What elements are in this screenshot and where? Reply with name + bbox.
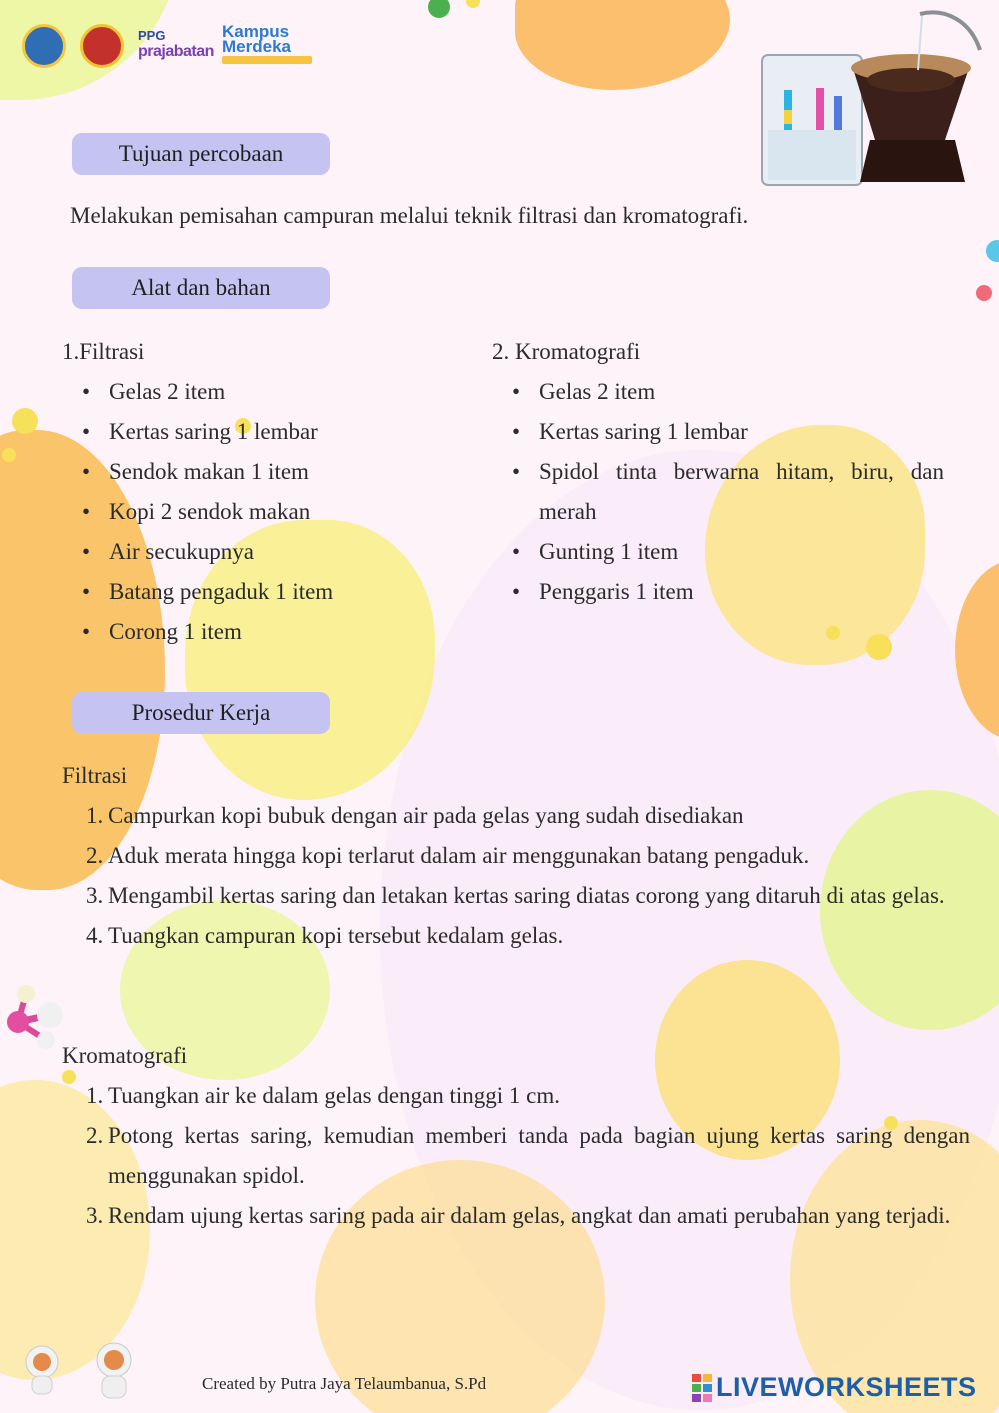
ppg-logo-top: PPG: [138, 28, 166, 43]
step-number: 4.: [86, 923, 104, 948]
list-item: • Corong 1 item: [62, 612, 462, 652]
kampus-logo-line2: Merdeka: [222, 37, 291, 56]
university-logo: [80, 24, 124, 68]
lab-experiment-image: [760, 10, 990, 190]
kromatografi-tools-title: 2. Kromatografi: [492, 339, 641, 364]
tujuan-text: Melakukan pemisahan campuran melalui teknik filtrasi dan kromatografi.: [70, 203, 749, 228]
step-text: Campurkan kopi bubuk dengan air pada gelas yang sudah disediakan: [108, 803, 744, 828]
filtrasi-procedure-title: Filtrasi: [62, 763, 128, 788]
step-number: 1.: [86, 1083, 104, 1108]
step-text: Aduk merata hingga kopi terlarut dalam air menggunakan batang pengaduk.: [108, 843, 810, 868]
kromatografi-procedure-title: Kromatografi: [62, 1043, 188, 1068]
kromatografi-tools-list: [492, 372, 944, 612]
kromatografi-tools-column: [492, 332, 944, 612]
list-item: • Gunting 1 item: [492, 532, 944, 572]
kampus-logo-bar: [222, 56, 312, 64]
decor-dot: [12, 408, 38, 434]
step-number: 2.: [86, 1123, 104, 1148]
astronaut-icon: [10, 1318, 150, 1408]
step-text: Tuangkan air ke dalam gelas dengan tinggi 1 cm.: [108, 1083, 561, 1108]
section-heading-prosedur: Prosedur Kerja: [72, 692, 330, 734]
decor-dot: [866, 634, 892, 660]
author-credit: Created by Putra Jaya Telaumbanua, S.Pd: [202, 1374, 487, 1393]
ppg-logo: [138, 28, 214, 68]
section-heading-alat: Alat dan bahan: [72, 267, 330, 309]
list-item: [62, 1196, 970, 1236]
step-text: Rendam ujung kertas saring pada air dalam gelas, angkat dan amati perubahan yang terjadi.: [108, 1203, 951, 1228]
list-item: • Gelas 2 item: [492, 372, 944, 412]
list-item: [62, 1076, 970, 1116]
step-text: Mengambil kertas saring dan letakan kertas saring diatas corong yang ditaruh di atas gelas.: [108, 883, 945, 908]
filtrasi-procedure: [62, 756, 970, 956]
list-item: [62, 1116, 970, 1196]
decor-dot: [428, 0, 450, 18]
filtrasi-steps-list: [62, 796, 970, 956]
decor-dot: [986, 240, 999, 262]
list-item: • Spidol tinta berwarna hitam, biru, dan merah: [492, 452, 944, 532]
list-item: • Gelas 2 item: [62, 372, 462, 412]
kampus-merdeka-logo: [222, 24, 317, 68]
step-text: Tuangkan campuran kopi tersebut kedalam gelas.: [108, 923, 564, 948]
decor-dot: [466, 0, 480, 8]
liveworksheets-logo: [692, 1372, 977, 1403]
kemdikbud-logo: [22, 24, 66, 68]
list-item: [62, 916, 970, 956]
decor-dot: [2, 448, 16, 462]
list-item: • Air secukupnya: [62, 532, 462, 572]
decor-dot: [976, 285, 992, 301]
liveworksheets-wordmark: LIVEWORKSHEETS: [716, 1372, 977, 1402]
kromatografi-steps-list: [62, 1076, 970, 1236]
step-text: Potong kertas saring, kemudian memberi tanda pada bagian ujung kertas saring dengan menggunakan spidol.: [108, 1123, 970, 1188]
step-number: 1.: [86, 803, 104, 828]
background-blob: [515, 0, 730, 90]
step-number: 3.: [86, 1203, 104, 1228]
step-number: 2.: [86, 843, 104, 868]
liveworksheets-icon: [692, 1374, 712, 1402]
list-item: • Penggaris 1 item: [492, 572, 944, 612]
kampus-logo-line1: Kampus: [222, 22, 290, 41]
list-item: [62, 836, 970, 876]
decor-dot: [826, 626, 840, 640]
list-item: • Sendok makan 1 item: [62, 452, 462, 492]
list-item: • Batang pengaduk 1 item: [62, 572, 462, 612]
filtrasi-tools-list: [62, 372, 462, 652]
list-item: [62, 796, 970, 836]
section-heading-tujuan: Tujuan percobaan: [72, 133, 330, 175]
filtrasi-tools-column: [62, 332, 462, 652]
list-item: • Kertas saring 1 lembar: [492, 412, 944, 452]
kromatografi-procedure: [62, 1036, 970, 1236]
list-item: • Kertas saring 1 lembar: [62, 412, 462, 452]
list-item: [62, 876, 970, 916]
filtrasi-tools-title: 1.Filtrasi: [62, 339, 145, 364]
ppg-logo-bottom: prajabatan: [138, 43, 214, 60]
step-number: 3.: [86, 883, 104, 908]
list-item: • Kopi 2 sendok makan: [62, 492, 462, 532]
